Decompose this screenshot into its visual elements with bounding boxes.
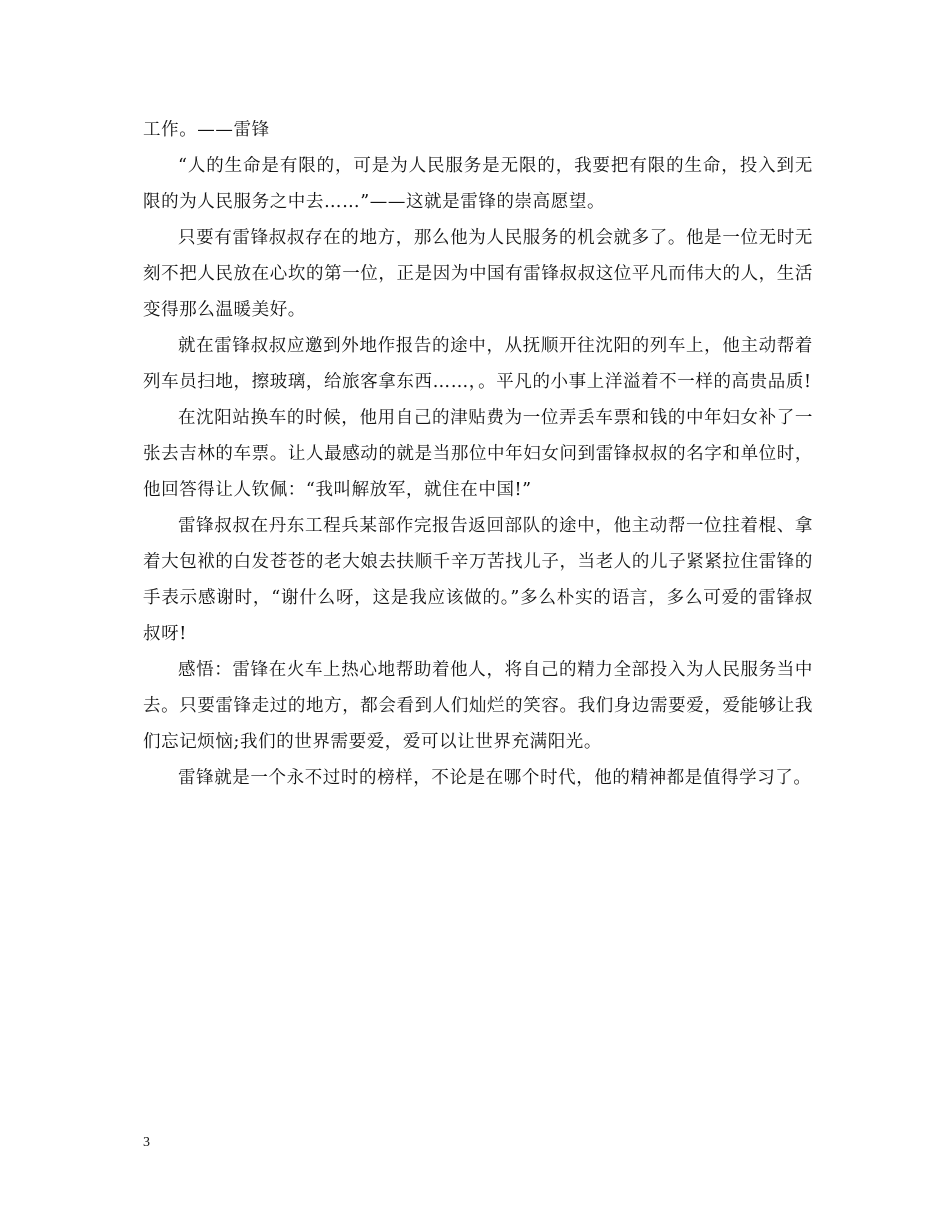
paragraph-2: “人的生命是有限的，可是为人民服务是无限的，我要把有限的生命，投入到无限的为人民服务之中去……”——这就是雷锋的崇高愿望。 <box>143 156 813 212</box>
paragraph-4: 就在雷锋叔叔应邀到外地作报告的途中，从抚顺开往沈阳的列车上，他主动帮着列车员扫地，擦玻璃，给旅客拿东西……，。平凡的小事上洋溢着不一样的高贵品质! <box>143 336 813 392</box>
paragraph-7: 感悟：雷锋在火车上热心地帮助着他人，将自己的精力全部投入为人民服务当中去。只要雷锋走过的地方，都会看到人们灿烂的笑容。我们身边需要爱，爱能够让我们忘记烦恼;我们的世界需要爱，爱可以让世界充满阳光。 <box>143 660 813 752</box>
body-text <box>143 112 813 796</box>
paragraph-1: 工作。——雷锋 <box>143 120 270 140</box>
paragraph-3: 只要有雷锋叔叔存在的地方，那么他为人民服务的机会就多了。他是一位无时无刻不把人民放在心坎的第一位，正是因为中国有雷锋叔叔这位平凡而伟大的人，生活变得那么温暖美好。 <box>143 228 813 320</box>
paragraph-5: 在沈阳站换车的时候，他用自己的津贴费为一位弄丢车票和钱的中年妇女补了一张去吉林的车票。让人最感动的就是当那位中年妇女问到雷锋叔叔的名字和单位时，他回答得让人钦佩：“我叫解放军，就住在中国!” <box>143 408 813 500</box>
page-number: 3 <box>143 1135 150 1150</box>
paragraph-8: 雷锋就是一个永不过时的榜样，不论是在哪个时代，他的精神都是值得学习了。 <box>178 768 812 788</box>
paragraph-6: 雷锋叔叔在丹东工程兵某部作完报告返回部队的途中，他主动帮一位拄着棍、拿着大包袱的白发苍苍的老大娘去扶顺千辛万苦找儿子，当老人的儿子紧紧拉住雷锋的手表示感谢时，“谢什么呀，这是我应该做的。”多么朴实的语言，多么可爱的雷锋叔叔呀! <box>143 516 813 644</box>
